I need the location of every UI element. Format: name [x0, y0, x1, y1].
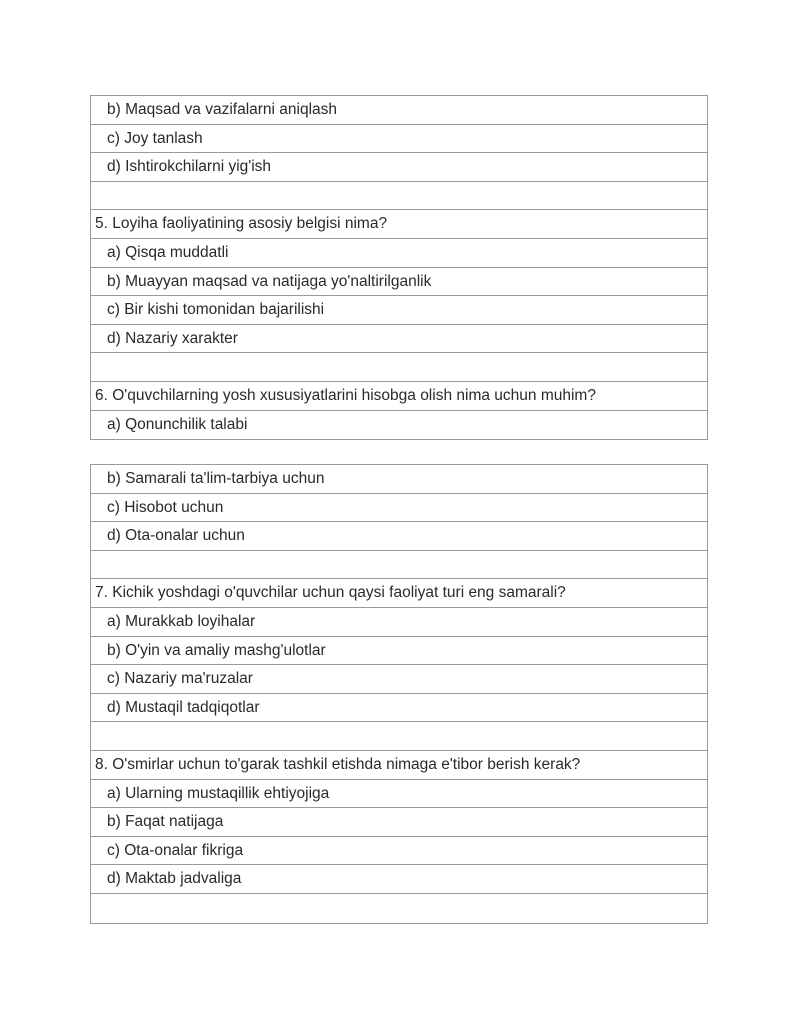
answer-option-row: c) Bir kishi tomonidan bajarilishi [91, 296, 707, 325]
answer-option-row: c) Joy tanlash [91, 125, 707, 154]
blank-row [91, 353, 707, 382]
answer-option-row: c) Hisobot uchun [91, 494, 707, 523]
blank-row [91, 894, 707, 923]
blank-row [91, 551, 707, 580]
quiz-table-2 [90, 464, 708, 924]
answer-option-row: d) Mustaqil tadqiqotlar [91, 694, 707, 723]
answer-option-row: a) Murakkab loyihalar [91, 608, 707, 637]
question-row: 7. Kichik yoshdagi o'quvchilar uchun qaysi faoliyat turi eng samarali? [91, 579, 707, 608]
answer-option-row: b) Muayyan maqsad va natijaga yo'naltirilganlik [91, 268, 707, 297]
answer-option-row: b) O'yin va amaliy mashg'ulotlar [91, 637, 707, 666]
question-row: 6. O'quvchilarning yosh xususiyatlarini hisobga olish nima uchun muhim? [91, 382, 707, 411]
answer-option-row: a) Qonunchilik talabi [107, 415, 248, 433]
answer-option-row: d) Ishtirokchilarni yig'ish [91, 153, 707, 182]
blank-row [91, 182, 707, 211]
answer-option-row: d) Ota-onalar uchun [91, 522, 707, 551]
answer-option-row: a) Ularning mustaqillik ehtiyojiga [91, 780, 707, 809]
answer-option-row: c) Nazariy ma'ruzalar [91, 665, 707, 694]
answer-option-row: b) Maqsad va vazifalarni aniqlash [91, 96, 707, 125]
answer-option-row: d) Nazariy xarakter [91, 325, 707, 354]
answer-option-row: c) Ota-onalar fikriga [91, 837, 707, 866]
quiz-table-1 [90, 95, 708, 440]
blank-row [91, 722, 707, 751]
question-row: 5. Loyiha faoliyatining asosiy belgisi nima? [91, 210, 707, 239]
question-row: 8. O'smirlar uchun to'garak tashkil etishda nimaga e'tibor berish kerak? [91, 751, 707, 780]
answer-option-row: b) Faqat natijaga [91, 808, 707, 837]
answer-option-row: d) Maktab jadvaliga [91, 865, 707, 894]
answer-option-row: b) Samarali ta'lim-tarbiya uchun [91, 465, 707, 494]
answer-option-row: a) Qisqa muddatli [91, 239, 707, 268]
